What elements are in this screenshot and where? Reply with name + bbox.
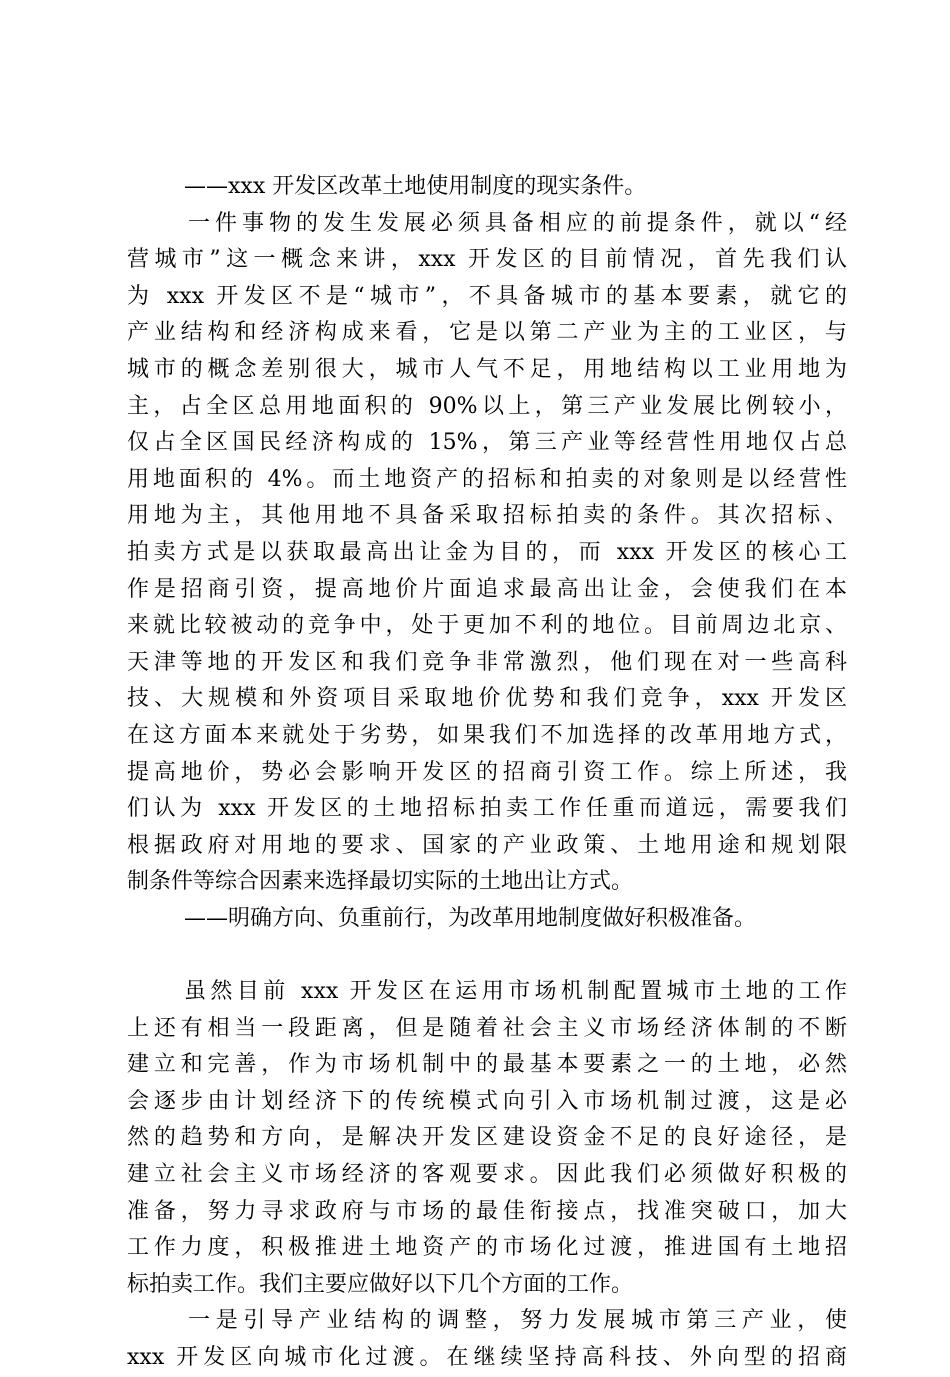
section-heading: ——xxx 开发区改革土地使用制度的现实条件。 [184, 174, 647, 199]
paragraph-line: 拍卖方式是以获取最高出让金为目的，而 xxx 开发区的核心工 [127, 539, 847, 565]
paragraph-line: 用地为主，其他用地不具备采取招标拍卖的条件。其次招标、 [127, 503, 847, 529]
paragraph-line: 一件事物的发生发展必须具备相应的前提条件，就以“经 [188, 210, 847, 236]
paragraph-line: 仅占全区国民经济构成的 15%，第三产业等经营性用地仅占总 [127, 430, 847, 456]
blank-line [127, 937, 847, 974]
paragraph-line: 们认为 xxx 开发区的土地招标拍卖工作任重而道远，需要我们 [127, 796, 847, 822]
paragraph-line: 产业结构和经济构成来看，它是以第二产业为主的工业区，与 [127, 320, 847, 346]
paragraph-line: 主，占全区总用地面积的 90%以上，第三产业发展比例较小， [127, 393, 847, 419]
paragraph-line: 为 xxx 开发区不是“城市”，不具备城市的基本要素，就它的 [127, 283, 847, 309]
paragraph-line: 工作力度，积极推进土地资产的市场化过渡，推进国有土地招 [127, 1235, 847, 1261]
paragraph-line: 标拍卖工作。我们主要应做好以下几个方面的工作。 [127, 1271, 634, 1297]
paragraph-line: 天津等地的开发区和我们竞争非常激烈，他们现在对一些高科 [127, 649, 847, 675]
paragraph-line: 然的趋势和方向，是解决开发区建设资金不足的良好途径，是 [127, 1125, 847, 1151]
paragraph-line: 根据政府对用地的要求、国家的产业政策、土地用途和规划限 [127, 832, 847, 858]
paragraph-line: 来就比较被动的竞争中，处于更加不利的地位。目前周边北京、 [127, 613, 847, 639]
paragraph-line: 建立社会主义市场经济的客观要求。因此我们必须做好积极的 [127, 1162, 847, 1188]
paragraph-line: 准备，努力寻求政府与市场的最佳衔接点，找准突破口，加大 [127, 1198, 847, 1224]
paragraph-line: 技、大规模和外资项目采取地价优势和我们竞争，xxx 开发区 [127, 686, 847, 712]
paragraph-line: xxx 开发区向城市化过渡。在继续坚持高科技、外向型的招商 [127, 1345, 847, 1370]
paragraph-line: 营城市”这一概念来讲，xxx 开发区的目前情况，首先我们认 [127, 247, 847, 273]
paragraph-line: 上还有相当一段距离，但是随着社会主义市场经济体制的不断 [127, 1015, 847, 1041]
paragraph-line: 提高地价，势必会影响开发区的招商引资工作。综上所述，我 [127, 759, 847, 785]
paragraph-line: 城市的概念差别很大，城市人气不足，用地结构以工业用地为 [127, 356, 847, 382]
paragraph-line: 会逐步由计划经济下的传统模式向引入市场机制过渡，这是必 [127, 1088, 847, 1114]
document-body [127, 169, 847, 1377]
paragraph-line: 作是招商引资，提高地价片面追求最高出让金，会使我们在本 [127, 576, 847, 602]
paragraph-line: 建立和完善，作为市场机制中的最基本要素之一的土地，必然 [127, 1052, 847, 1078]
paragraph-line: 在这方面本来就处于劣势，如果我们不加选择的改革用地方式， [127, 722, 847, 748]
paragraph-line: 虽然目前 xxx 开发区在运用市场机制配置城市土地的工作 [184, 979, 847, 1005]
paragraph-line: 一是引导产业结构的调整，努力发展城市第三产业，使 [188, 1308, 847, 1334]
paragraph-line: 制条件等综合因素来选择最切实际的土地出让方式。 [127, 869, 634, 895]
paragraph-line: 用地面积的 4%。而土地资产的招标和拍卖的对象则是以经营性 [127, 466, 847, 492]
section-heading: ——明确方向、负重前行，为改革用地制度做好积极准备。 [184, 905, 757, 931]
